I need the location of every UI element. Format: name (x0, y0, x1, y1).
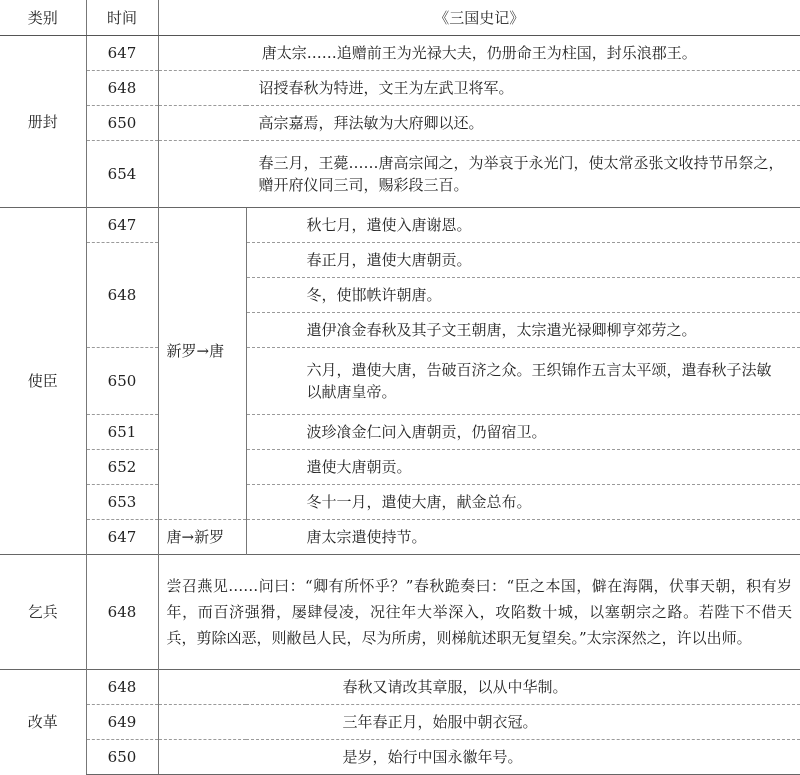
table-row (0, 141, 800, 208)
text-cell: 是岁，始行中国永徽年号。 (158, 740, 800, 775)
text-cell: 高宗嘉焉，拜法敏为大府卿以还。 (158, 106, 800, 141)
text-cell: 唐太宗遣使持节。 (246, 520, 800, 555)
text-cell: 冬，使邯帙许朝唐。 (246, 278, 800, 313)
table-row (0, 670, 800, 705)
year-cell: 648 (86, 555, 158, 670)
text-cell: 诏授春秋为特进，文王为左武卫将军。 (158, 71, 800, 106)
table-header (0, 0, 800, 36)
header-time: 时间 (86, 0, 158, 36)
text-cell: 秋七月，遣使入唐谢恩。 (246, 208, 800, 243)
table-row (0, 705, 800, 740)
year-cell: 647 (86, 36, 158, 71)
text-cell: 唐太宗……追赠前王为光禄大夫，仍册命王为柱国，封乐浪郡王。 (158, 36, 800, 71)
category-shichen: 使臣 (0, 208, 86, 555)
year-cell: 652 (86, 450, 158, 485)
table-row (0, 415, 800, 450)
text-cell: 春秋又请改其章服，以从中华制。 (158, 670, 800, 705)
table-row (0, 208, 800, 243)
text-cell: 冬十一月，遣使大唐，献金总布。 (246, 485, 800, 520)
text-cell: 春正月，遣使大唐朝贡。 (246, 243, 800, 278)
direction-silla-to-tang: 新罗→唐 (158, 208, 246, 520)
table-row (0, 106, 800, 141)
text-cell: 波珍飡金仁问入唐朝贡，仍留宿卫。 (246, 415, 800, 450)
table-row (0, 740, 800, 775)
category-cefeng: 册封 (27, 112, 58, 131)
text-cell: 尝召燕见……问曰：“卿有所怀乎？”春秋跪奏曰：“臣之本国，僻在海隅，伏事天朝，积有岁年，而百济强猾，屡肆侵凌，况往年大举深入，攻陷数十城，以塞朝宗之路。若陛下不借天兵，剪除凶恶，则敝邑人民，尽为所虏，则梯航述职无复望矣。”太宗深然之，许以出师。 (158, 555, 800, 670)
text-cell: 遣使大唐朝贡。 (246, 450, 800, 485)
header-source: 《三国史记》 (158, 0, 800, 36)
year-cell: 650 (86, 348, 158, 415)
text-cell: 六月，遣使大唐，告破百济之众。王织锦作五言太平颂，遣春秋子法敏以献唐皇帝。 (246, 348, 800, 415)
table-row (0, 485, 800, 520)
table-row (0, 36, 800, 71)
year-cell: 650 (86, 740, 158, 775)
year-cell: 654 (86, 141, 158, 208)
text-cell: 三年春正月，始服中朝衣冠。 (158, 705, 800, 740)
year-cell: 649 (86, 705, 158, 740)
year-cell: 651 (86, 415, 158, 450)
year-cell: 647 (86, 208, 158, 243)
direction-tang-to-silla: 唐→新罗 (158, 520, 246, 555)
table-row (0, 243, 800, 278)
table-row (0, 520, 800, 555)
category-qibing: 乞兵 (0, 555, 86, 670)
year-cell: 650 (86, 106, 158, 141)
category-gaige: 改革 (0, 670, 86, 775)
table-row (0, 450, 800, 485)
text-cell: 遣伊飡金春秋及其子文王朝唐，太宗遣光禄卿柳亨郊劳之。 (246, 313, 800, 348)
table-row (0, 348, 800, 415)
year-cell: 648 (86, 670, 158, 705)
year-cell: 648 (86, 243, 158, 348)
text-cell: 春三月，王薨……唐高宗闻之，为举哀于永光门，使太常丞张文收持节吊祭之，赠开府仪同三司，赐彩段三百。 (158, 141, 800, 208)
year-cell: 647 (86, 520, 158, 555)
year-cell: 653 (86, 485, 158, 520)
table-row (0, 71, 800, 106)
header-category: 类别 (0, 0, 86, 36)
table-row (0, 555, 800, 670)
year-cell: 648 (86, 71, 158, 106)
